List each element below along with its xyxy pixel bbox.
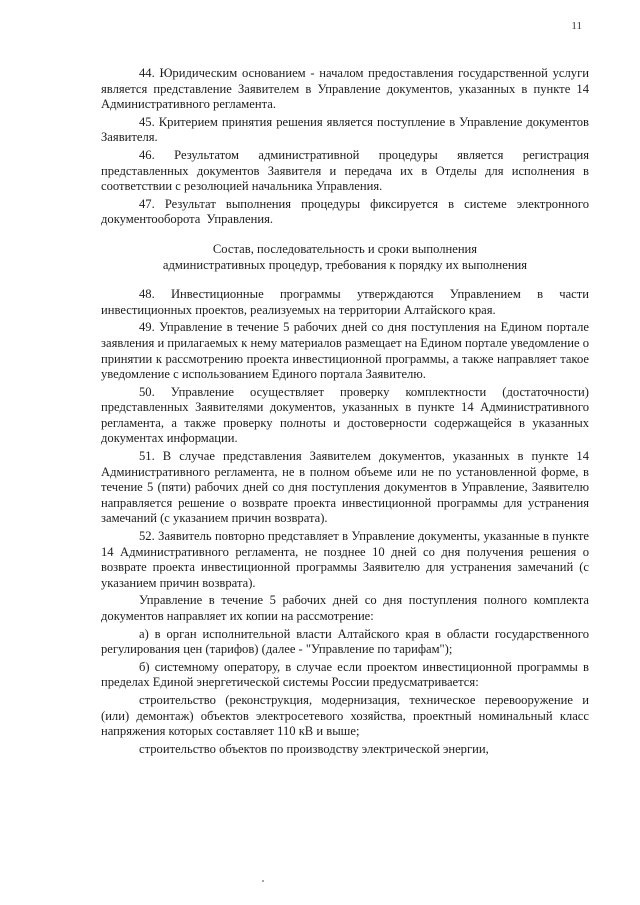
paragraph-item-a: а) в орган исполнительной власти Алтайского края в области государственного регулирования цен (тарифов) (далее - "Управление по тарифам"); (101, 626, 589, 657)
paragraph-46: 46. Результатом административной процедуры является регистрация представленных документов Заявителя и передача их в Отделы для исполнения в соответствии с резолюцией начальника Управления. (101, 147, 589, 194)
paragraph-52: 52. Заявитель повторно представляет в Управление документы, указанные в пункте 14 Административного регламента, не позднее 10 дней со дня получения решения о возврате проекта инвестиционной программы Заявителю для устранения замечаний (с указанием причин возврата). (101, 529, 589, 590)
paragraph-construction-grid: строительство (реконструкция, модернизация, техническое перевооружение и (или) демонтаж) объектов электросетевого хозяйства, проектный номинальный класс напряжения которых составляет 110 кВ и выше; (101, 692, 589, 739)
paragraph-50: 50. Управление осуществляет проверку комплектности (достаточности) представленных Заявителями документов, указанных в пункте 14 Административного регламента, а также проверку полноты и достоверности содержащейся в указанных документах информации. (101, 384, 589, 446)
paragraph-48: 48. Инвестиционные программы утверждаются Управлением в части инвестиционных проектов, реализуемых на территории Алтайского края. (101, 287, 589, 317)
section-heading (101, 242, 589, 273)
section-heading-line-1: Состав, последовательность и сроки выполнения (212, 241, 478, 256)
scan-speck (262, 880, 264, 882)
page-number: 11 (571, 20, 582, 32)
section-heading-line-2: административных процедур, требования к порядку их выполнения (162, 257, 528, 272)
paragraph-construction-generation: строительство объектов по производству электрической энергии, (139, 741, 489, 756)
paragraph-47: 47. Результат выполнения процедуры фиксируется в системе электронного документооборота Управления. (101, 196, 589, 227)
paragraph-44: 44. Юридическим основанием - началом предоставления государственной услуги является представление Заявителем в Управление документов, указанных в пункте 14 Административного регламента. (101, 66, 589, 112)
paragraph-51: 51. В случае представления Заявителем документов, указанных в пункте 14 Административного регламента, не в полном объеме или не по установленной форме, в течение 5 (пяти) рабочих дней со дня поступления документов в Управление, Заявителю направляется решение о возврате проекта инвестиционной программы для устранения замечаний (с указанием причин возврата). (101, 449, 589, 526)
paragraph-forwarding: Управление в течение 5 рабочих дней со дня поступления полного комплекта документов направляет их копии на рассмотрение: (101, 593, 589, 623)
paragraph-item-b: б) системному оператору, в случае если проектом инвестиционной программы в пределах Единой энергетической системы России предусматривается: (101, 659, 589, 690)
paragraph-45: 45. Критерием принятия решения является поступление в Управление документов Заявителя. (101, 114, 589, 145)
paragraph-49: 49. Управление в течение 5 рабочих дней со дня поступления на Едином портале заявления и прилагаемых к нему материалов размещает на Едином портале уведомление о принятии к рассмотрению проекта инвестиционной программы, а также направляет такое уведомление с использованием Единого портала Заявителю. (101, 320, 589, 382)
document-body (101, 66, 589, 759)
